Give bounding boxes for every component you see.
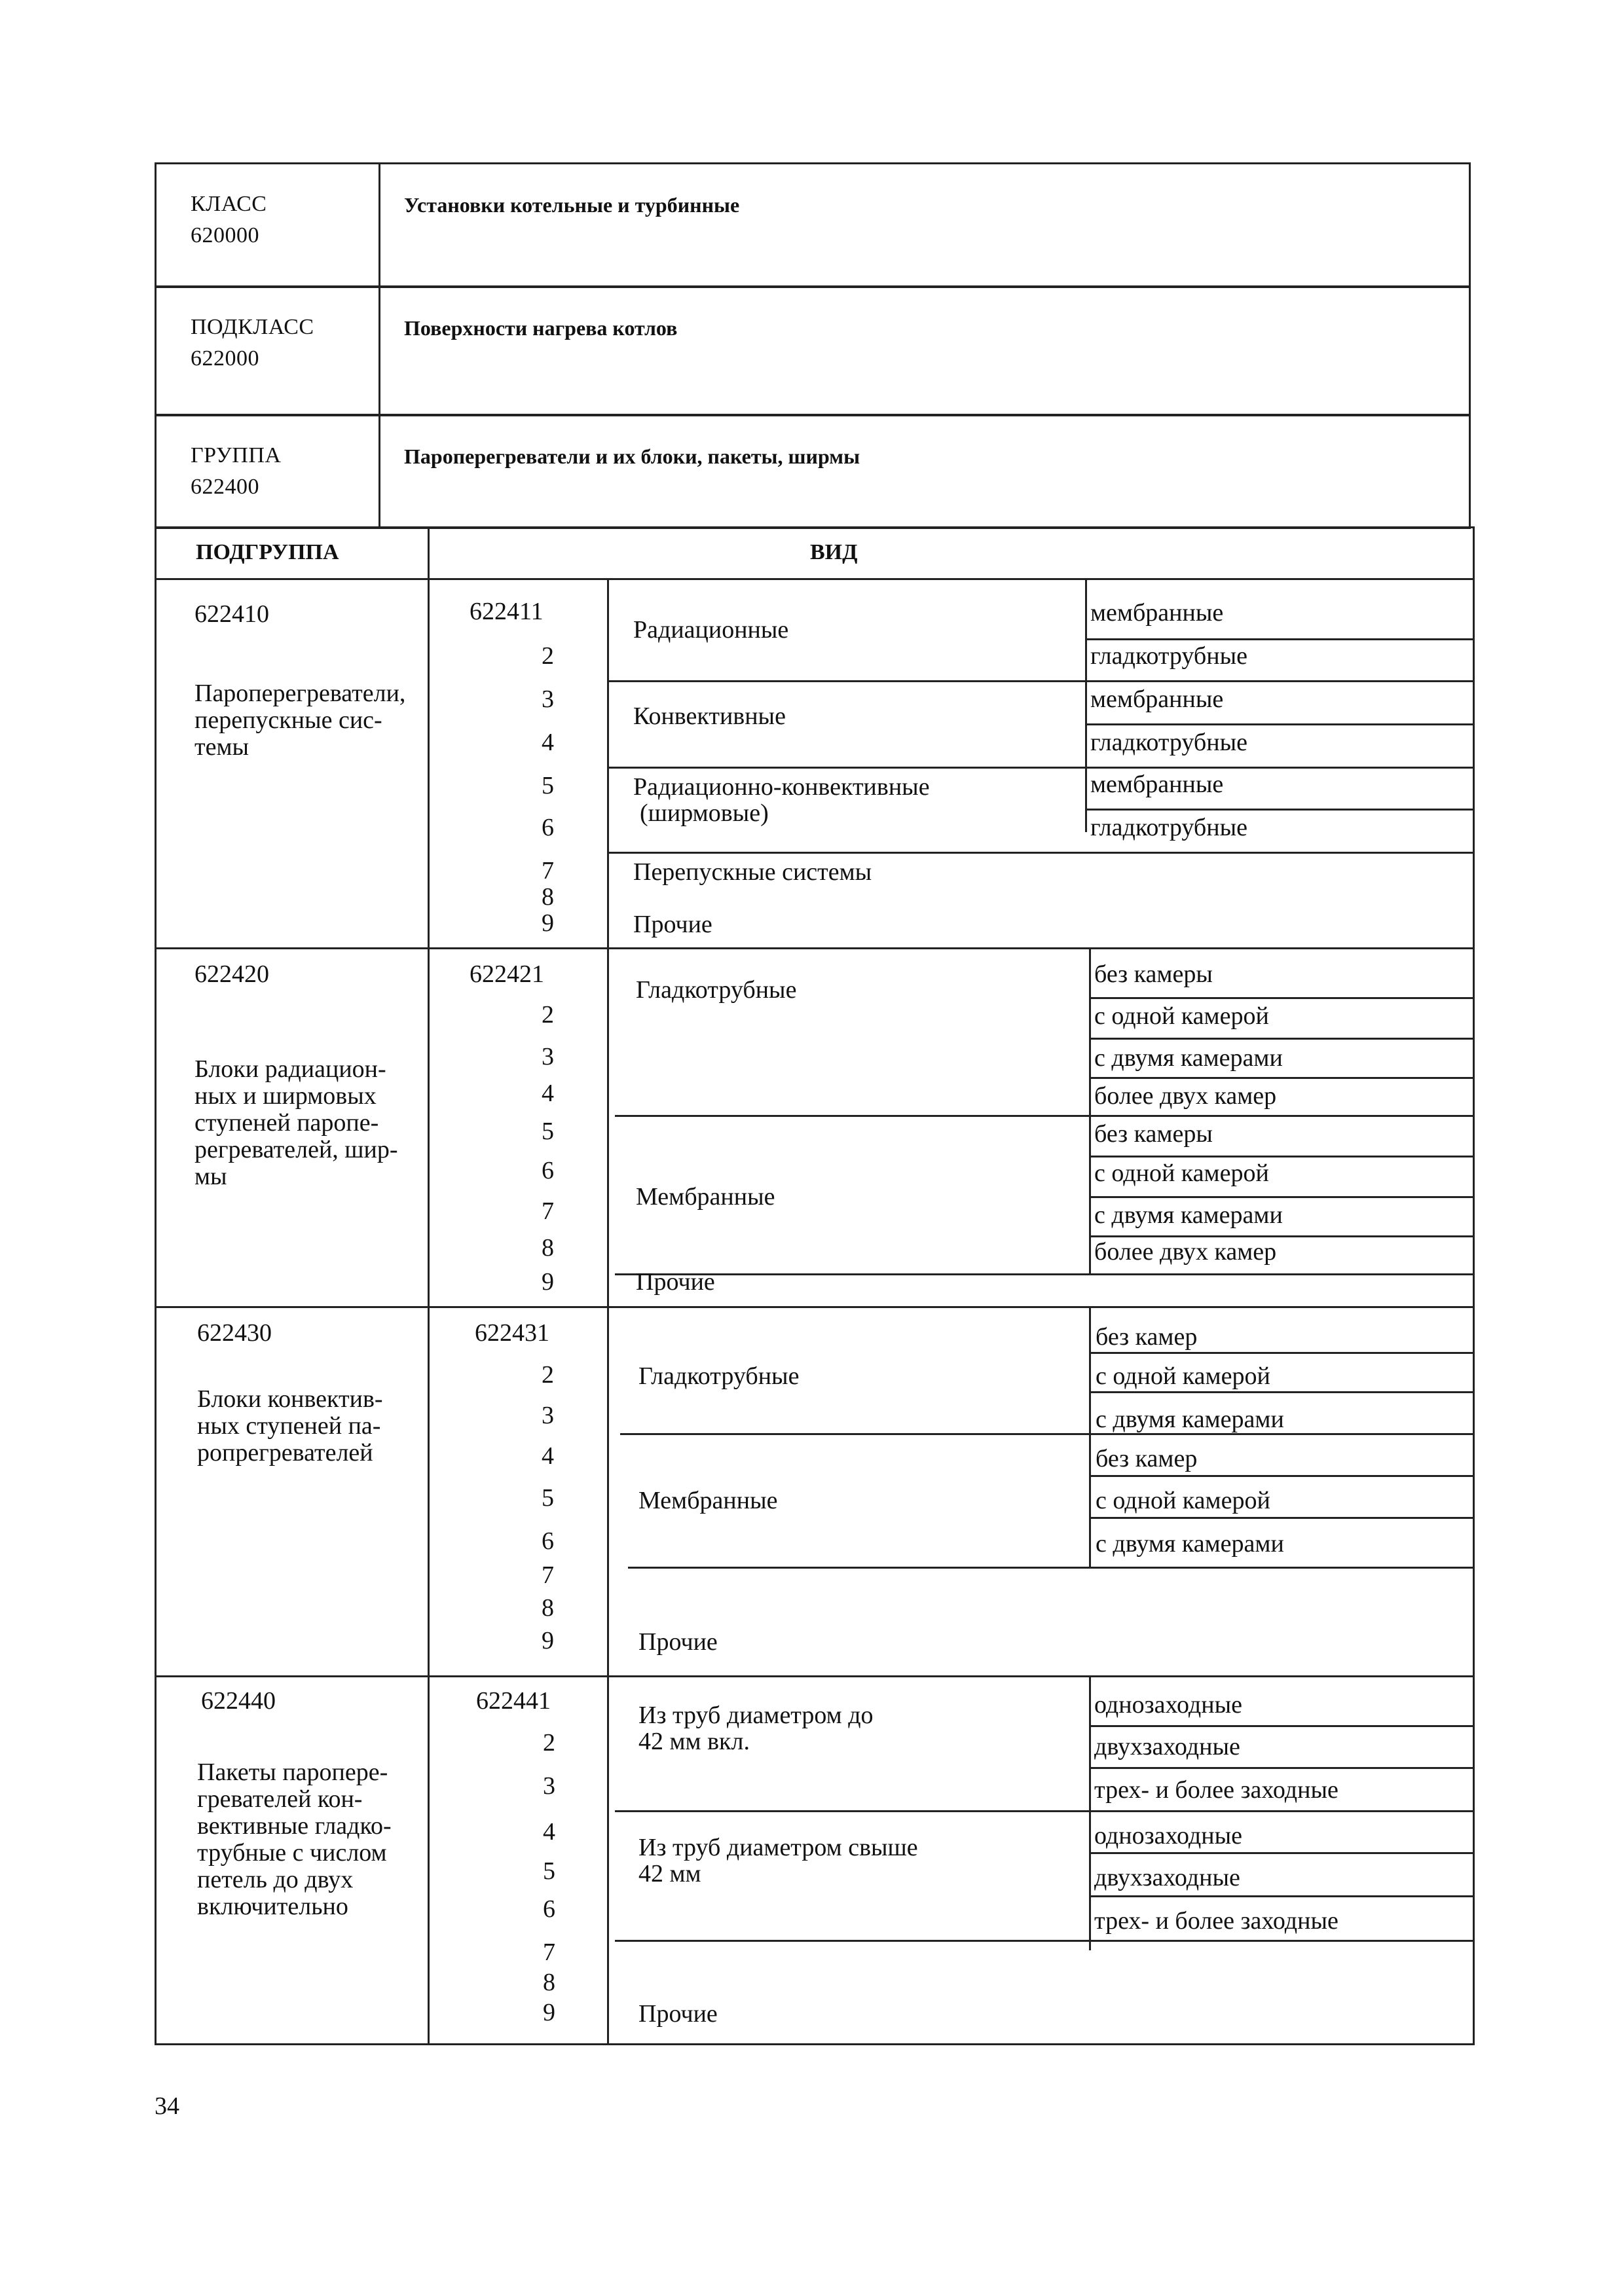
type-code: 622421	[470, 960, 544, 988]
row-line	[1089, 1517, 1473, 1519]
type-code: 7	[542, 857, 554, 884]
gruppa-block	[155, 414, 1471, 529]
row-line	[1089, 1077, 1473, 1079]
subkind-label: с одной камерой	[1094, 1159, 1269, 1187]
type-code: 2	[542, 642, 554, 670]
type-code: 622411	[470, 598, 544, 625]
kind-line	[615, 1810, 1473, 1812]
subkind-label: с двумя камерами	[1096, 1530, 1284, 1558]
page-number: 34	[155, 2092, 179, 2120]
subkind-label: без камер	[1096, 1445, 1198, 1472]
kind-label: (ширмовые)	[640, 799, 769, 827]
row-line	[1089, 1852, 1473, 1854]
subgroup-divider-2	[157, 1306, 1473, 1308]
header-divider	[157, 578, 1473, 580]
type-code: 2	[542, 1001, 554, 1029]
podklass-code: 622000	[191, 346, 259, 371]
type-code: 5	[542, 1484, 554, 1512]
type-code: 4	[542, 729, 554, 756]
row-line	[1085, 809, 1473, 811]
type-code: 3	[542, 1402, 554, 1429]
podklass-label: ПОДКЛАСС	[191, 315, 314, 339]
row-line	[1089, 997, 1473, 999]
type-code: 2	[542, 1361, 554, 1389]
subkind-label: более двух камер	[1094, 1082, 1277, 1110]
row-line	[1089, 1038, 1473, 1040]
type-code: 5	[542, 772, 554, 799]
row-line	[1089, 1475, 1473, 1477]
kind-label: Из труб диаметром до	[638, 1702, 874, 1729]
kind-label: Мембранные	[636, 1183, 775, 1211]
type-code: 6	[543, 1895, 555, 1923]
kind-label: Прочие	[636, 1268, 715, 1296]
type-code: 4	[542, 1442, 554, 1470]
subkind-label: с двумя камерами	[1096, 1406, 1284, 1433]
subkind-label: с одной камерой	[1096, 1362, 1270, 1390]
row-line	[1089, 1156, 1473, 1157]
subgroup-code: 622440	[201, 1687, 276, 1715]
kind-label: Мембранные	[638, 1487, 778, 1514]
kind-label: Радиационно-конвективные	[633, 773, 930, 801]
subkind-label: гладкотрубные	[1090, 642, 1247, 670]
type-code: 3	[542, 685, 554, 713]
kind-line	[607, 852, 1473, 854]
type-code: 9	[543, 1999, 555, 2026]
row-line	[1089, 1235, 1473, 1237]
row-line	[1089, 1391, 1473, 1393]
type-code: 8	[542, 883, 554, 911]
type-code: 4	[543, 1818, 555, 1846]
type-code: 3	[543, 1772, 555, 1800]
klass-title: Установки котельные и турбинные	[404, 193, 740, 217]
type-code: 8	[542, 1594, 554, 1622]
klass-code: 620000	[191, 223, 259, 247]
classification-table	[155, 526, 1475, 2045]
subgroup-name: Блоки конвектив- ных ступеней па- ропрегревателей	[197, 1385, 383, 1467]
kind-label: 42 мм	[638, 1860, 701, 1887]
subkind-label: однозаходные	[1094, 1822, 1242, 1850]
kind-line	[628, 1567, 1473, 1569]
row-line	[1085, 638, 1473, 640]
type-code: 6	[542, 1157, 554, 1184]
type-code: 7	[543, 1939, 555, 1966]
subkind-label: без камеры	[1094, 1120, 1213, 1148]
subkind-label: без камер	[1096, 1323, 1198, 1351]
kind-subkind-divider	[1089, 1306, 1091, 1568]
type-code: 4	[542, 1080, 554, 1107]
kind-subkind-divider	[1089, 947, 1091, 1275]
subkind-label: с двумя камерами	[1094, 1201, 1283, 1229]
type-code: 2	[543, 1729, 555, 1757]
gruppa-code: 622400	[191, 475, 259, 499]
gruppa-label: ГРУППА	[191, 443, 282, 467]
subkind-label: более двух камер	[1094, 1238, 1277, 1266]
subkind-label: с одной камерой	[1096, 1487, 1270, 1514]
subkind-label: мембранные	[1090, 771, 1224, 798]
gruppa-title: Пароперегреватели и их блоки, пакеты, ширмы	[404, 445, 860, 468]
klass-label: КЛАСС	[191, 192, 267, 216]
kind-label: Конвективные	[633, 702, 786, 730]
podklass-title: Поверхности нагрева котлов	[404, 316, 678, 340]
klass-block	[155, 162, 1471, 288]
row-line	[1089, 1895, 1473, 1897]
subgroup-code: 622430	[197, 1319, 272, 1347]
type-code: 9	[542, 1268, 554, 1296]
kind-subkind-divider	[1085, 578, 1087, 832]
type-code: 9	[542, 909, 554, 937]
kind-line	[607, 767, 1473, 769]
kind-label: Прочие	[633, 911, 712, 938]
subgroup-column-header: ПОДГРУППА	[196, 540, 339, 564]
row-line	[1089, 1352, 1473, 1354]
subgroup-name: Пакеты паропере- гревателей кон- вективные гладко- трубные с числом петель до двух включительно	[197, 1758, 392, 1920]
type-code: 3	[542, 1043, 554, 1070]
subgroup-name: Блоки радиацион- ных и ширмовых ступеней паропе- регревателей, шир- мы	[194, 1055, 398, 1190]
kind-line	[607, 680, 1473, 682]
kind-label: Гладкотрубные	[636, 976, 797, 1004]
kind-label: 42 мм вкл.	[638, 1728, 750, 1755]
kind-line	[615, 1115, 1473, 1117]
podklass-code-cell	[157, 287, 380, 414]
subkind-label: гладкотрубные	[1090, 729, 1247, 756]
row-line	[1089, 1725, 1473, 1727]
kind-label: Из труб диаметром свыше	[638, 1834, 918, 1861]
vid-column-header: ВИД	[810, 540, 858, 564]
kind-label: Прочие	[638, 2000, 718, 2028]
type-code: 5	[542, 1118, 554, 1145]
type-code: 622441	[476, 1687, 551, 1715]
type-code: 7	[542, 1561, 554, 1589]
row-line	[1085, 723, 1473, 725]
kind-label: Радиационные	[633, 616, 789, 644]
kind-subkind-divider	[1089, 1675, 1091, 1950]
subgroup-divider-1	[157, 947, 1473, 949]
subkind-label: двухзаходные	[1094, 1733, 1240, 1760]
podklass-block	[155, 285, 1471, 416]
type-code: 6	[542, 1527, 554, 1555]
subgroup-name: Пароперегреватели, перепускные сис- темы	[194, 680, 406, 761]
type-code: 9	[542, 1627, 554, 1654]
kind-line	[620, 1433, 1473, 1435]
code-kind-divider	[607, 578, 609, 2043]
kind-label: Перепускные системы	[633, 858, 872, 886]
row-line	[1089, 1196, 1473, 1198]
type-code: 8	[543, 1969, 555, 1996]
subkind-label: однозаходные	[1094, 1691, 1242, 1719]
subgroup-divider-3	[157, 1675, 1473, 1677]
subkind-label: с одной камерой	[1094, 1002, 1269, 1030]
subgroup-code: 622420	[194, 960, 269, 988]
subkind-label: мембранные	[1090, 599, 1224, 627]
type-code: 7	[542, 1197, 554, 1225]
subkind-label: без камеры	[1094, 960, 1213, 988]
subkind-label: гладкотрубные	[1090, 814, 1247, 841]
subkind-label: двухзаходные	[1094, 1864, 1240, 1891]
kind-line	[615, 1940, 1473, 1942]
subkind-label: трех- и более заходные	[1094, 1776, 1338, 1804]
type-code: 8	[542, 1234, 554, 1262]
subkind-label: трех- и более заходные	[1094, 1907, 1338, 1935]
type-code: 622431	[475, 1319, 549, 1347]
type-code: 6	[542, 814, 554, 841]
klass-code-cell	[157, 164, 380, 286]
subgroup-code: 622410	[194, 600, 269, 628]
kind-label: Прочие	[638, 1628, 718, 1656]
gruppa-code-cell	[157, 416, 380, 527]
kind-label: Гладкотрубные	[638, 1362, 800, 1390]
type-code: 5	[543, 1857, 555, 1885]
kind-line	[615, 1273, 1473, 1275]
subkind-label: с двумя камерами	[1094, 1044, 1283, 1072]
row-line	[1089, 1767, 1473, 1769]
subkind-label: мембранные	[1090, 685, 1224, 713]
